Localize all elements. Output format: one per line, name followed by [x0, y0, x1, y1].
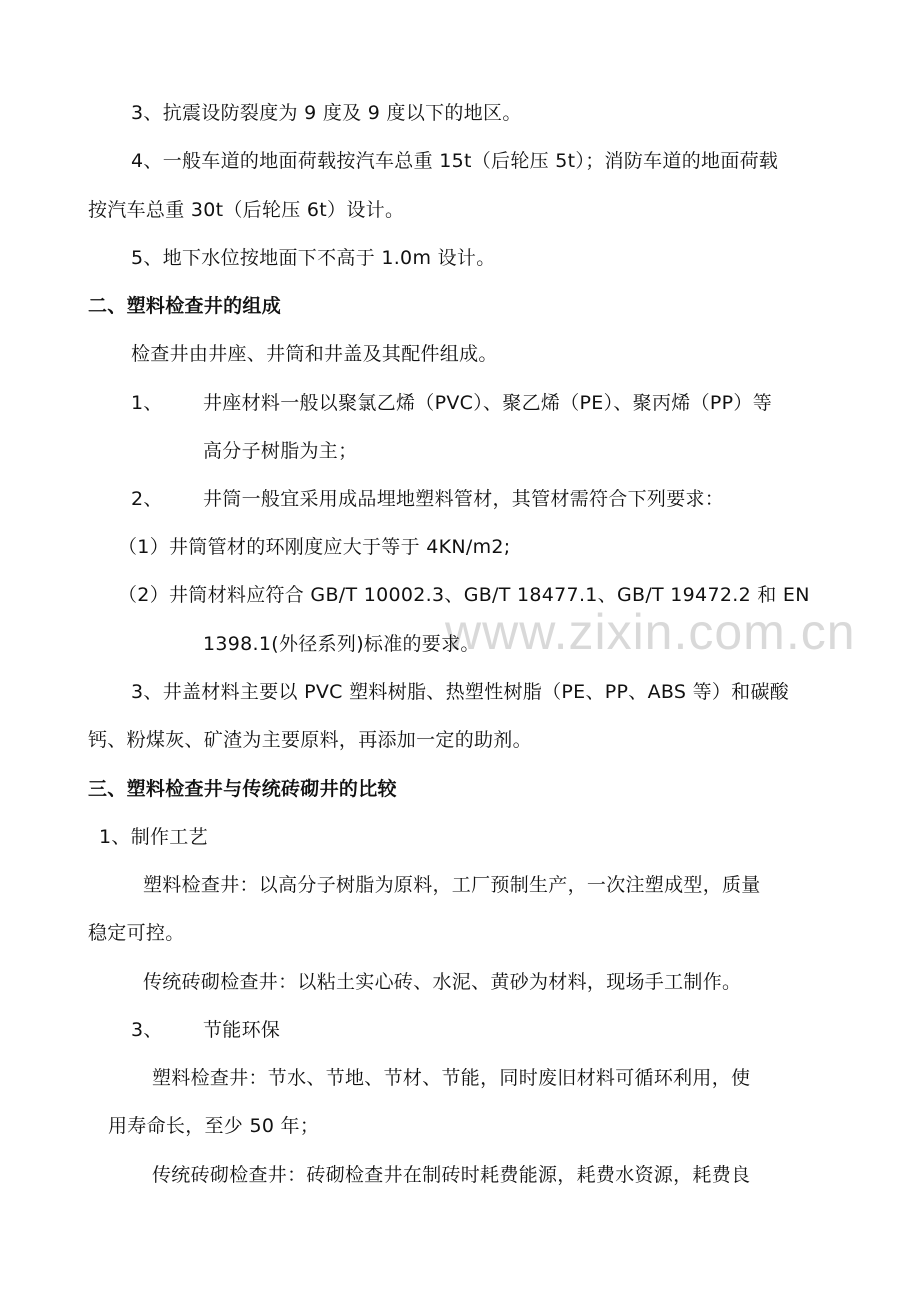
paragraph-line: 钙、粉煤灰、矿渣为主要原料，再添加一定的助剂。 — [88, 729, 532, 751]
paragraph-line: 检查井由井座、井筒和井盖及其配件组成。 — [131, 343, 498, 365]
paragraph-line: 用寿命长，至少 50 年； — [108, 1115, 320, 1137]
paragraph-line: （1）井筒管材的环刚度应大于等于 4KN/m2; — [118, 536, 511, 558]
subheading: 节能环保 — [203, 1019, 281, 1041]
paragraph-line: 传统砖砌检查井：砖砌检查井在制砖时耗费能源，耗费水资源，耗费良 — [152, 1164, 751, 1186]
paragraph-line: 井筒一般宜采用成品埋地塑料管材，其管材需符合下列要求： — [203, 488, 725, 510]
paragraph-line: 1398.1(外径系列)标准的要求。 — [203, 633, 480, 655]
subheading: 1、制作工艺 — [99, 826, 208, 848]
section-heading: 三、塑料检查井与传统砖砌井的比较 — [88, 778, 397, 800]
list-number: 2、 — [131, 488, 163, 510]
paragraph-line: 井座材料一般以聚氯乙烯（PVC）、聚乙烯（PE）、聚丙烯（PP）等 — [203, 392, 773, 414]
paragraph-line: 塑料检查井：节水、节地、节材、节能，同时废旧材料可循环利用，使 — [152, 1067, 751, 1089]
paragraph-line: 5、地下水位按地面下不高于 1.0m 设计。 — [131, 247, 496, 269]
paragraph-line: 高分子树脂为主； — [203, 440, 358, 462]
paragraph-line: 4、一般车道的地面荷载按汽车总重 15t（后轮压 5t）；消防车道的地面荷载 — [131, 150, 779, 172]
paragraph-line: 传统砖砌检查井：以粘土实心砖、水泥、黄砂为材料，现场手工制作。 — [143, 971, 742, 993]
paragraph-line: 3、抗震设防裂度为 9 度及 9 度以下的地区。 — [131, 102, 522, 124]
list-number: 1、 — [131, 392, 163, 414]
paragraph-line: 稳定可控。 — [88, 922, 185, 944]
list-number: 3、 — [131, 1019, 163, 1041]
watermark: www.zixin.com.cn — [445, 604, 856, 660]
paragraph-line: （2）井筒材料应符合 GB/T 10002.3、GB/T 18477.1、GB/T 19472.2 和 EN — [118, 584, 810, 606]
section-heading: 二、塑料检查井的组成 — [88, 295, 282, 317]
paragraph-line: 塑料检查井：以高分子树脂为原料，工厂预制生产，一次注塑成型，质量 — [143, 874, 761, 896]
paragraph-line: 按汽车总重 30t（后轮压 6t）设计。 — [88, 199, 405, 221]
paragraph-line: 3、井盖材料主要以 PVC 塑料树脂、热塑性树脂（PE、PP、ABS 等）和碳酸 — [131, 681, 790, 703]
